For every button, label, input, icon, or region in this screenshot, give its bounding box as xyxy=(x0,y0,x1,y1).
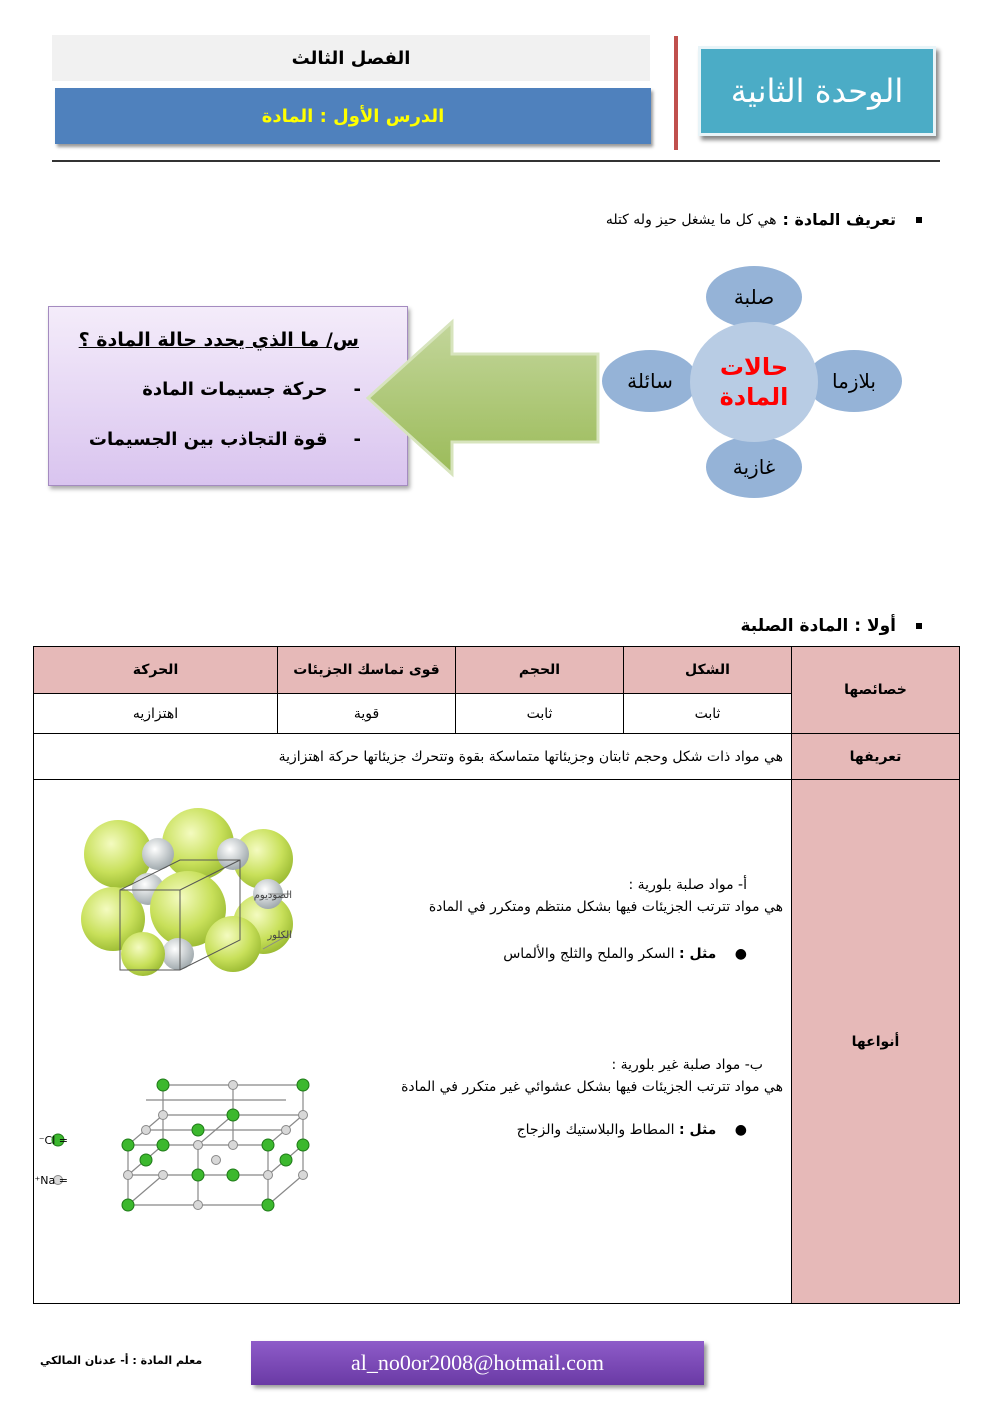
email-banner xyxy=(251,1341,704,1385)
section-heading-text: أولا : المادة الصلبة xyxy=(740,616,896,636)
question-title: س/ ما الذي يحدد حالة المادة ؟ xyxy=(78,329,359,351)
square-bullet-icon xyxy=(916,623,922,629)
solid-matter-table xyxy=(33,646,960,1304)
question-item: -قوة التجاذب بين الجسيمات xyxy=(88,429,361,450)
crystal-title: أ- مواد صلبة بلورية : xyxy=(628,877,747,893)
states-center xyxy=(690,322,818,442)
state-gas: غازية xyxy=(706,436,802,498)
left-arrow-icon xyxy=(362,318,602,478)
amorphous-example-text: المطاط والبلاستيك والزجاج xyxy=(516,1121,675,1138)
amorphous-title: ب- مواد صلبة غير بلورية : xyxy=(611,1057,763,1073)
legend-sodium: = Na⁺ xyxy=(34,1174,68,1187)
section-heading xyxy=(740,616,922,636)
states-center-label: حالات المادة xyxy=(719,353,789,411)
nacl-lattice-image xyxy=(34,1070,348,1230)
crystal-block xyxy=(363,874,783,965)
definition-term: تعريف المادة : xyxy=(782,210,896,229)
example-label: مثل : xyxy=(678,945,717,962)
amorphous-definition: هي مواد تترتب الجزيئات فيها بشكل عشوائي غير متكرر في المادة xyxy=(401,1079,783,1096)
sodium-label: الصوديوم xyxy=(253,890,292,901)
props-value-volume: ثابت xyxy=(456,694,624,734)
question-box xyxy=(48,306,408,486)
question-item: -حركة جسيمات المادة xyxy=(142,379,361,400)
crystal-example xyxy=(363,943,783,965)
state-solid: صلبة xyxy=(706,266,802,328)
props-value-shape: ثابت xyxy=(624,694,792,734)
email-text: al_no0or2008@hotmail.com xyxy=(350,1350,605,1375)
props-header-cohesion: قوى تماسك الجزيئات xyxy=(278,647,456,694)
state-liquid: سائلة xyxy=(602,350,698,412)
props-value-motion: اهتزازيه xyxy=(34,694,278,734)
legend-chloride: = Cl⁻ xyxy=(38,1134,68,1147)
properties-row-head: خصائصها xyxy=(792,647,960,734)
props-header-motion: الحركة xyxy=(34,647,278,694)
bullet-dot-icon: ● xyxy=(734,945,747,962)
props-value-cohesion: قوية xyxy=(278,694,456,734)
question-item-text: حركة جسيمات المادة xyxy=(142,379,328,400)
definition-line xyxy=(606,210,922,229)
example-label: مثل : xyxy=(678,1121,717,1138)
lesson-title: الدرس الأول : المادة xyxy=(55,88,651,144)
header-underline xyxy=(52,160,940,162)
teacher-name: معلم المادة : أ- عدنان المالكي xyxy=(40,1354,203,1367)
question-item-text: قوة التجاذب بين الجسيمات xyxy=(88,429,328,450)
definition-text: هي كل ما يشغل حيز وله كتله xyxy=(605,211,777,228)
definition-row-head: تعريفها xyxy=(792,734,960,780)
nacl-sphere-model-image xyxy=(58,804,338,974)
amorphous-block xyxy=(363,1054,783,1141)
chlorine-label: الكلور xyxy=(267,930,292,941)
crystal-example-text: السكر والملح والثلج والألماس xyxy=(503,945,675,962)
amorphous-example xyxy=(363,1119,783,1141)
unit-title: الوحدة الثانية xyxy=(698,46,936,136)
square-bullet-icon xyxy=(916,217,922,223)
chapter-title: الفصل الثالث xyxy=(52,35,650,81)
definition-row-text: هي مواد ذات شكل وحجم ثابتان وجزيئاتها متماسكة بقوة وتتحرك جزيئاتها حركة اهتزازية xyxy=(34,734,792,780)
bullet-dot-icon: ● xyxy=(734,1121,747,1138)
types-row-content xyxy=(34,780,792,1304)
state-plasma: بلازما xyxy=(806,350,902,412)
props-header-shape: الشكل xyxy=(624,647,792,694)
header-divider xyxy=(674,36,678,150)
crystal-definition: هي مواد تترتب الجزيئات فيها بشكل منتظم ومتكرر في المادة xyxy=(428,899,783,916)
props-header-volume: الحجم xyxy=(456,647,624,694)
types-row-head: أنواعها xyxy=(792,780,960,1304)
